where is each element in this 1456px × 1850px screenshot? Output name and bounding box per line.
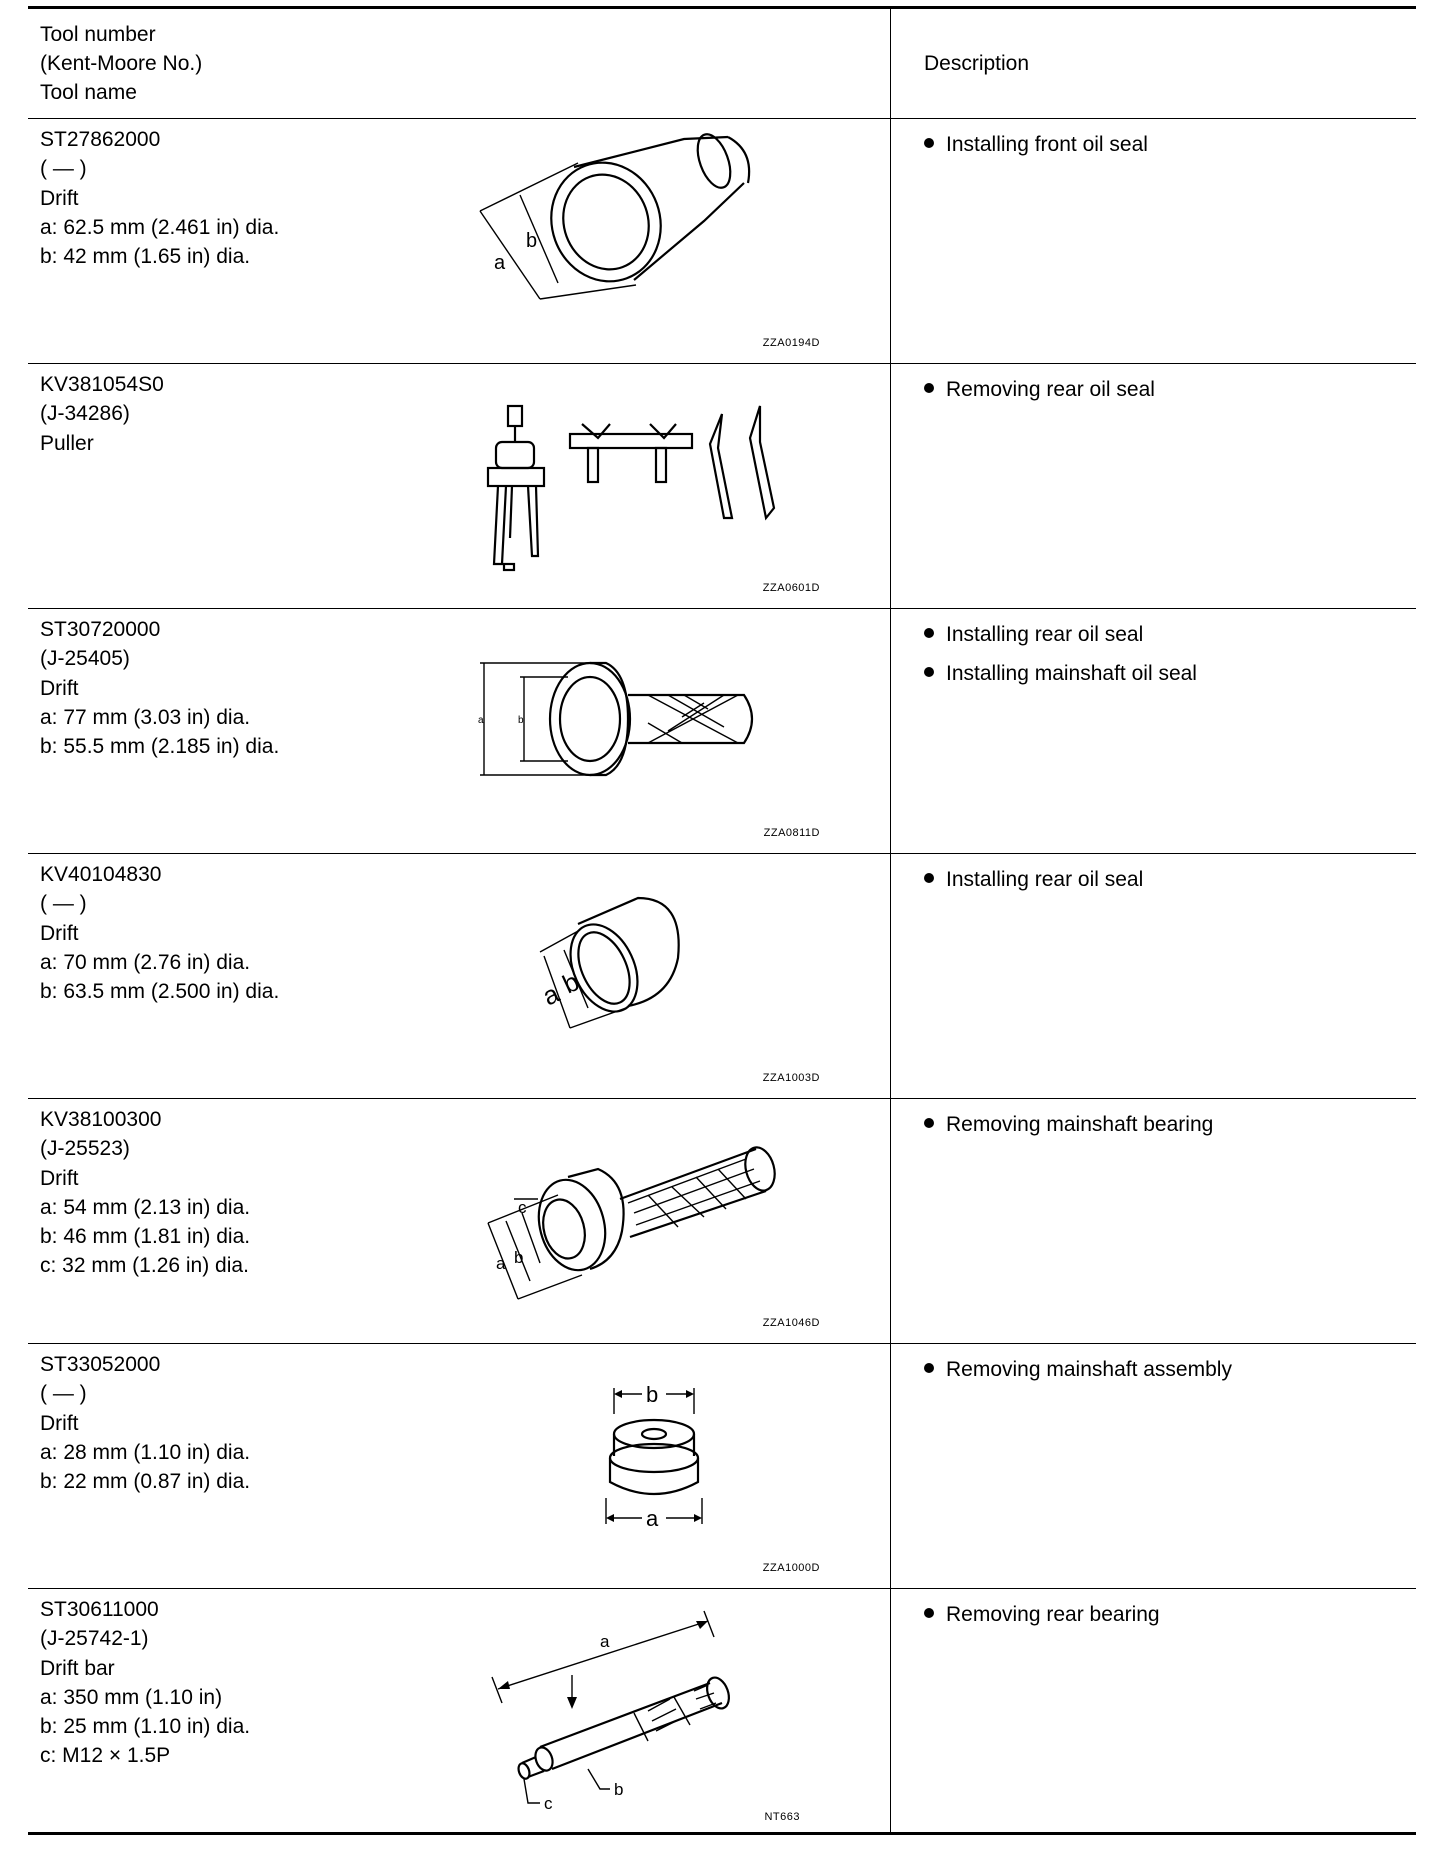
figure-code: ZZA1046D xyxy=(762,1317,820,1329)
bullet-icon xyxy=(924,873,934,883)
tool-info xyxy=(40,860,279,1006)
description-column-header: Description xyxy=(924,52,1030,75)
tool-description xyxy=(924,1105,1213,1144)
description-item: Removing rear bearing xyxy=(924,1595,1160,1634)
tool-name: Drift xyxy=(40,1411,79,1435)
kent-moore-number: (J-25742-1) xyxy=(40,1627,149,1651)
kent-moore-number: (J-34286) xyxy=(40,402,130,426)
description-item: Removing mainshaft bearing xyxy=(924,1105,1213,1144)
drift-bar-illustration xyxy=(478,1593,868,1829)
tool-number: ST30611000 xyxy=(40,1598,159,1621)
tool-description xyxy=(924,615,1197,693)
bullet-icon xyxy=(924,667,934,677)
spec-b: b: 22 mm (0.87 in) dia. xyxy=(40,1470,251,1494)
kent-moore-number: (J-25405) xyxy=(40,647,130,671)
dimension-label-b: b xyxy=(526,230,538,252)
bullet-icon xyxy=(924,1118,934,1128)
bullet-icon xyxy=(924,383,934,393)
bullet-icon xyxy=(924,1608,934,1618)
tool-number: ST30720000 xyxy=(40,618,161,641)
table-row xyxy=(28,1344,1416,1589)
tool-info xyxy=(40,125,279,271)
kent-moore-number: ( — ) xyxy=(40,157,87,181)
bullet-icon xyxy=(924,1363,934,1373)
tool-number: ST33052000 xyxy=(40,1353,161,1376)
spec-b: b: 46 mm (1.81 in) dia. xyxy=(40,1225,251,1249)
spec-c: c: 32 mm (1.26 in) dia. xyxy=(40,1254,249,1278)
table-row xyxy=(28,364,1416,609)
spec-c: c: M12 × 1.5P xyxy=(40,1744,171,1768)
drift-illustration xyxy=(478,123,868,359)
dimension-label-b: b xyxy=(518,715,524,726)
tool-info xyxy=(40,1595,250,1771)
description-item: Removing mainshaft assembly xyxy=(924,1350,1232,1389)
spec-a: a: 62.5 mm (2.461 in) dia. xyxy=(40,215,280,239)
dimension-label-a: a xyxy=(600,1632,610,1651)
dimension-label-b: b xyxy=(557,966,584,1000)
drift-illustration xyxy=(478,858,868,1094)
tool-name: Drift xyxy=(40,1166,79,1190)
tool-info xyxy=(40,1105,250,1281)
puller-illustration xyxy=(478,368,868,604)
table-row xyxy=(28,119,1416,364)
tool-number: KV381054S0 xyxy=(40,373,164,396)
spec-b: b: 25 mm (1.10 in) dia. xyxy=(40,1715,251,1739)
kent-moore-number: (J-25523) xyxy=(40,1137,130,1161)
table-row xyxy=(28,1099,1416,1344)
tool-info xyxy=(40,615,279,761)
tool-number: KV40104830 xyxy=(40,863,162,886)
table-bottom-rule xyxy=(28,1832,1416,1835)
drift-illustration xyxy=(478,613,868,849)
tool-description xyxy=(924,370,1155,409)
spec-a: a: 54 mm (2.13 in) dia. xyxy=(40,1195,251,1219)
tool-number: KV38100300 xyxy=(40,1108,162,1131)
tool-description xyxy=(924,125,1148,164)
tool-column-header xyxy=(40,20,202,107)
spec-b: b: 55.5 mm (2.185 in) dia. xyxy=(40,735,280,759)
header-tool-number: Tool number xyxy=(40,23,156,46)
figure-code: ZZA1000D xyxy=(762,1562,820,1574)
tool-name: Puller xyxy=(40,431,94,455)
spec-b: b: 42 mm (1.65 in) dia. xyxy=(40,245,251,269)
tool-name: Drift xyxy=(40,186,79,210)
description-item: Removing rear oil seal xyxy=(924,370,1155,409)
description-item: Installing rear oil seal xyxy=(924,860,1143,899)
header-tool-name: Tool name xyxy=(40,81,137,104)
figure-code: NT663 xyxy=(764,1811,800,1823)
description-item: Installing rear oil seal xyxy=(924,615,1197,654)
drift-illustration xyxy=(478,1103,868,1339)
description-item: Installing front oil seal xyxy=(924,125,1148,164)
tool-info xyxy=(40,1350,250,1496)
tool-description xyxy=(924,1595,1160,1634)
dimension-label-a: a xyxy=(496,1254,506,1273)
dimension-label-a: a xyxy=(537,978,564,1012)
tool-description xyxy=(924,1350,1232,1389)
figure-code: ZZA0601D xyxy=(762,582,820,594)
tool-name: Drift xyxy=(40,921,79,945)
kent-moore-number: ( — ) xyxy=(40,892,87,916)
table-header xyxy=(28,8,1416,119)
spec-b: b: 63.5 mm (2.500 in) dia. xyxy=(40,980,280,1004)
spec-a: a: 350 mm (1.10 in) xyxy=(40,1685,223,1709)
tool-name: Drift xyxy=(40,676,79,700)
dimension-label-a: a xyxy=(478,715,484,726)
drift-illustration xyxy=(478,1348,868,1584)
bullet-icon xyxy=(924,628,934,638)
dimension-label-c: c xyxy=(518,1198,527,1217)
tool-info xyxy=(40,370,164,458)
figure-code: ZZA0811D xyxy=(763,827,820,839)
figure-code: ZZA1003D xyxy=(762,1072,820,1084)
spec-a: a: 28 mm (1.10 in) dia. xyxy=(40,1440,251,1464)
tool-name: Drift bar xyxy=(40,1656,115,1680)
figure-code: ZZA0194D xyxy=(762,337,820,349)
table-row xyxy=(28,609,1416,854)
dimension-label-a: a xyxy=(494,252,506,274)
bullet-icon xyxy=(924,138,934,148)
tool-description xyxy=(924,860,1143,899)
dimension-label-c: c xyxy=(544,1794,553,1813)
spec-a: a: 70 mm (2.76 in) dia. xyxy=(40,950,251,974)
dimension-label-a: a xyxy=(646,1506,659,1531)
kent-moore-number: ( — ) xyxy=(40,1382,87,1406)
header-kent-moore: (Kent-Moore No.) xyxy=(40,52,203,75)
tool-number: ST27862000 xyxy=(40,128,161,151)
table-row xyxy=(28,1589,1416,1831)
dimension-label-b: b xyxy=(614,1780,624,1799)
dimension-label-b: b xyxy=(646,1382,659,1407)
dimension-label-b: b xyxy=(514,1248,524,1267)
table-row xyxy=(28,854,1416,1099)
description-item: Installing mainshaft oil seal xyxy=(924,654,1197,693)
spec-a: a: 77 mm (3.03 in) dia. xyxy=(40,705,251,729)
